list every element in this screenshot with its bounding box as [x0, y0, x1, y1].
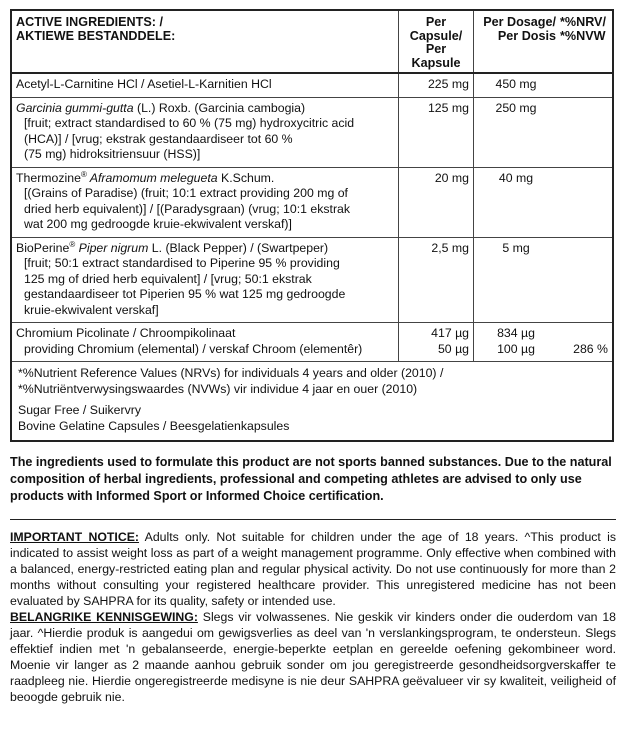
ingredient-cell — [12, 168, 399, 237]
sugar-free-note: Sugar Free / Suikervry — [18, 403, 142, 417]
ingredient-cell — [12, 74, 399, 97]
nrv-cell — [558, 98, 612, 167]
per-capsule-cell: 225 mg — [399, 74, 474, 97]
ingredient-name-italic: Garcinia gummi-gutta — [16, 100, 134, 115]
header-per-dosage-af: Per Dosis — [497, 28, 556, 43]
per-capsule-value: 50 µg — [437, 341, 469, 356]
per-capsule-cell — [399, 323, 474, 361]
ingredient-brand: Thermozine — [16, 170, 81, 185]
notice-text-en: Adults only. Not suitable for children under the age of 18 years. ^This product is indicated to assist weight loss as part of a weight management programme. Only effective when combined with a balanced, energy-restricted eating plan and regular physical activity. Do not use continuously for more than 2 months without consulting your registered healthcare provider. This unregistered medicine has not been evaluated by SAHPRA for its quality, safety or intended use. — [10, 530, 616, 608]
ingredient-detail-line: [fruit; 50:1 extract standardised to Piperine 95 % providing — [24, 256, 340, 270]
ingredient-detail-line: dried herb equivalent)] / [(Paradysgraan) (vrug; 10:1 ekstrak — [24, 201, 351, 216]
per-capsule-cell: 20 mg — [399, 168, 474, 237]
ingredient-name: Chromium Picolinate / Chroompikolinaat — [16, 326, 236, 340]
table-header-row — [12, 11, 612, 74]
ingredient-detail-line: [fruit; extract standardised to 60 % (75 mg) hydroxycitric acid — [24, 116, 355, 130]
ingredient-detail-line: gestandaardiseer tot Piperien 95 % wat 125 mg gedroogde — [24, 287, 346, 301]
table-footnote-row — [12, 362, 612, 440]
sports-statement: The ingredients used to formulate this product are not sports banned substances. Due to the natural composition of herbal ingredients, professional and competing athletes are advised to only use products with Informed Sport or Informed Choice certification. — [10, 455, 612, 503]
per-capsule-cell: 125 mg — [399, 98, 474, 167]
ingredient-detail-line: 125 mg of dried herb equivalent] / [vrug; 50:1 ekstrak — [24, 271, 312, 286]
ingredient-detail-line: kruie-ekwivalent verskaf] — [24, 302, 159, 317]
per-dosage-value: 100 µg — [497, 341, 535, 356]
ingredient-detail-line: providing Chromium (elemental) / verskaf Chroom (elementêr) — [24, 341, 363, 356]
ingredient-name-rest: (L.) Roxb. (Garcinia cambogia) — [133, 100, 306, 115]
header-per-dosage — [474, 11, 558, 72]
header-nrv-af: *%NVW — [560, 28, 606, 43]
header-nrv — [558, 11, 612, 72]
notice-label-af: BELANGRIKE KENNISGEWING: — [10, 610, 198, 624]
header-ingredients-en: ACTIVE INGREDIENTS: / — [16, 15, 163, 29]
notice-label-en: IMPORTANT NOTICE: — [10, 530, 140, 544]
header-per-capsule — [399, 11, 474, 72]
header-nrv-en: *%NRV/ — [560, 15, 606, 29]
per-dosage-cell — [474, 323, 558, 361]
ingredient-detail-line: wat 200 mg gedroogde kruie-ekwivalent verskaf)] — [24, 217, 292, 231]
table-row — [12, 74, 612, 98]
nrv-value: 286 % — [573, 341, 608, 356]
ingredient-name-rest: K.Schum. — [217, 170, 275, 185]
ingredient-cell — [12, 238, 399, 323]
nrv-cell — [558, 323, 612, 361]
notice-text-af: Slegs vir volwassenes. Nie geskik vir kinders onder die ouderdom van 18 jaar. ^Hierdie produk is aangedui om gewigsverlies as deel van 'n verslankingsprogram, te ondersteun. Slegs effektief indien met 'n gebalanseerde, energie-beperkte eetplan en gereelde oefening gekombineer word. Moenie vir langer as 2 maande aanhou gebruik sonder om jou geregistreerde gesondheidsorgverskaffer te raadpleeg nie. Hierdie ongeregistreerde medisyne is nie deur SAHPRA geëvalueer vir sy kwaliteit, veiligheid of beoogde gebruik nie. — [10, 610, 616, 704]
important-notice-af — [10, 609, 616, 705]
section-divider — [10, 519, 616, 520]
registered-mark: ® — [69, 239, 76, 249]
ingredient-name — [16, 241, 394, 257]
ingredient-brand: BioPerine — [16, 240, 70, 255]
nrv-value — [562, 326, 608, 342]
capsule-note: Bovine Gelatine Capsules / Beesgelatienkapsules — [18, 418, 290, 433]
ingredient-name — [16, 171, 394, 187]
table-row — [12, 98, 612, 168]
per-dosage-cell: 450 mg — [495, 77, 537, 91]
header-ingredients-af: AKTIEWE BESTANDDELE: — [16, 28, 176, 43]
ingredient-name-italic: Piper nigrum — [75, 240, 149, 255]
per-dosage-cell: 250 mg — [495, 100, 537, 115]
ingredient-detail-line: [(Grains of Paradise) (fruit; 10:1 extract providing 200 mg of — [24, 186, 348, 200]
important-notice-en — [10, 529, 616, 609]
nrv-cell — [558, 74, 612, 97]
nrv-cell — [558, 168, 612, 237]
header-per-dosage-en: Per Dosage/ — [483, 15, 556, 29]
ingredient-name — [16, 101, 394, 117]
header-per-capsule-af: Per Kapsule — [411, 42, 461, 70]
nrv-cell — [558, 238, 612, 323]
header-per-capsule-en: Per Capsule/ — [409, 15, 463, 43]
ingredient-detail-line: (75 mg) hidroksitriensuur (HSS)] — [24, 147, 201, 161]
table-row — [12, 323, 612, 362]
per-dosage-value: 834 µg — [497, 326, 535, 340]
header-ingredients — [12, 11, 399, 72]
nrv-footnote-af: *%Nutriëntverwysingswaardes (NVWs) vir individue 4 jaar en ouer (2010) — [18, 381, 418, 396]
registered-mark: ® — [80, 169, 87, 179]
ingredient-name-italic: Aframomum melegueta — [86, 170, 218, 185]
ingredient-detail-line: (HCA)] / [vrug; ekstrak gestandaardiseer tot 60 % — [24, 131, 293, 146]
table-footnote — [12, 362, 449, 440]
ingredient-name-rest: L. (Black Pepper) / (Swartpeper) — [148, 240, 329, 255]
table-row — [12, 168, 612, 238]
ingredient-name: Acetyl-L-Carnitine HCl / Asetiel-L-Karnitien HCl — [16, 77, 272, 91]
per-dosage-cell: 5 mg — [502, 240, 530, 255]
per-capsule-cell: 2,5 mg — [399, 238, 474, 323]
nrv-footnote-en: *%Nutrient Reference Values (NRVs) for individuals 4 years and older (2010) / — [18, 366, 444, 380]
ingredients-table — [10, 9, 614, 442]
per-dosage-cell: 40 mg — [498, 170, 534, 185]
per-capsule-value: 417 µg — [431, 326, 469, 340]
ingredient-cell — [12, 98, 399, 167]
ingredient-cell — [12, 323, 399, 361]
table-row — [12, 238, 612, 324]
